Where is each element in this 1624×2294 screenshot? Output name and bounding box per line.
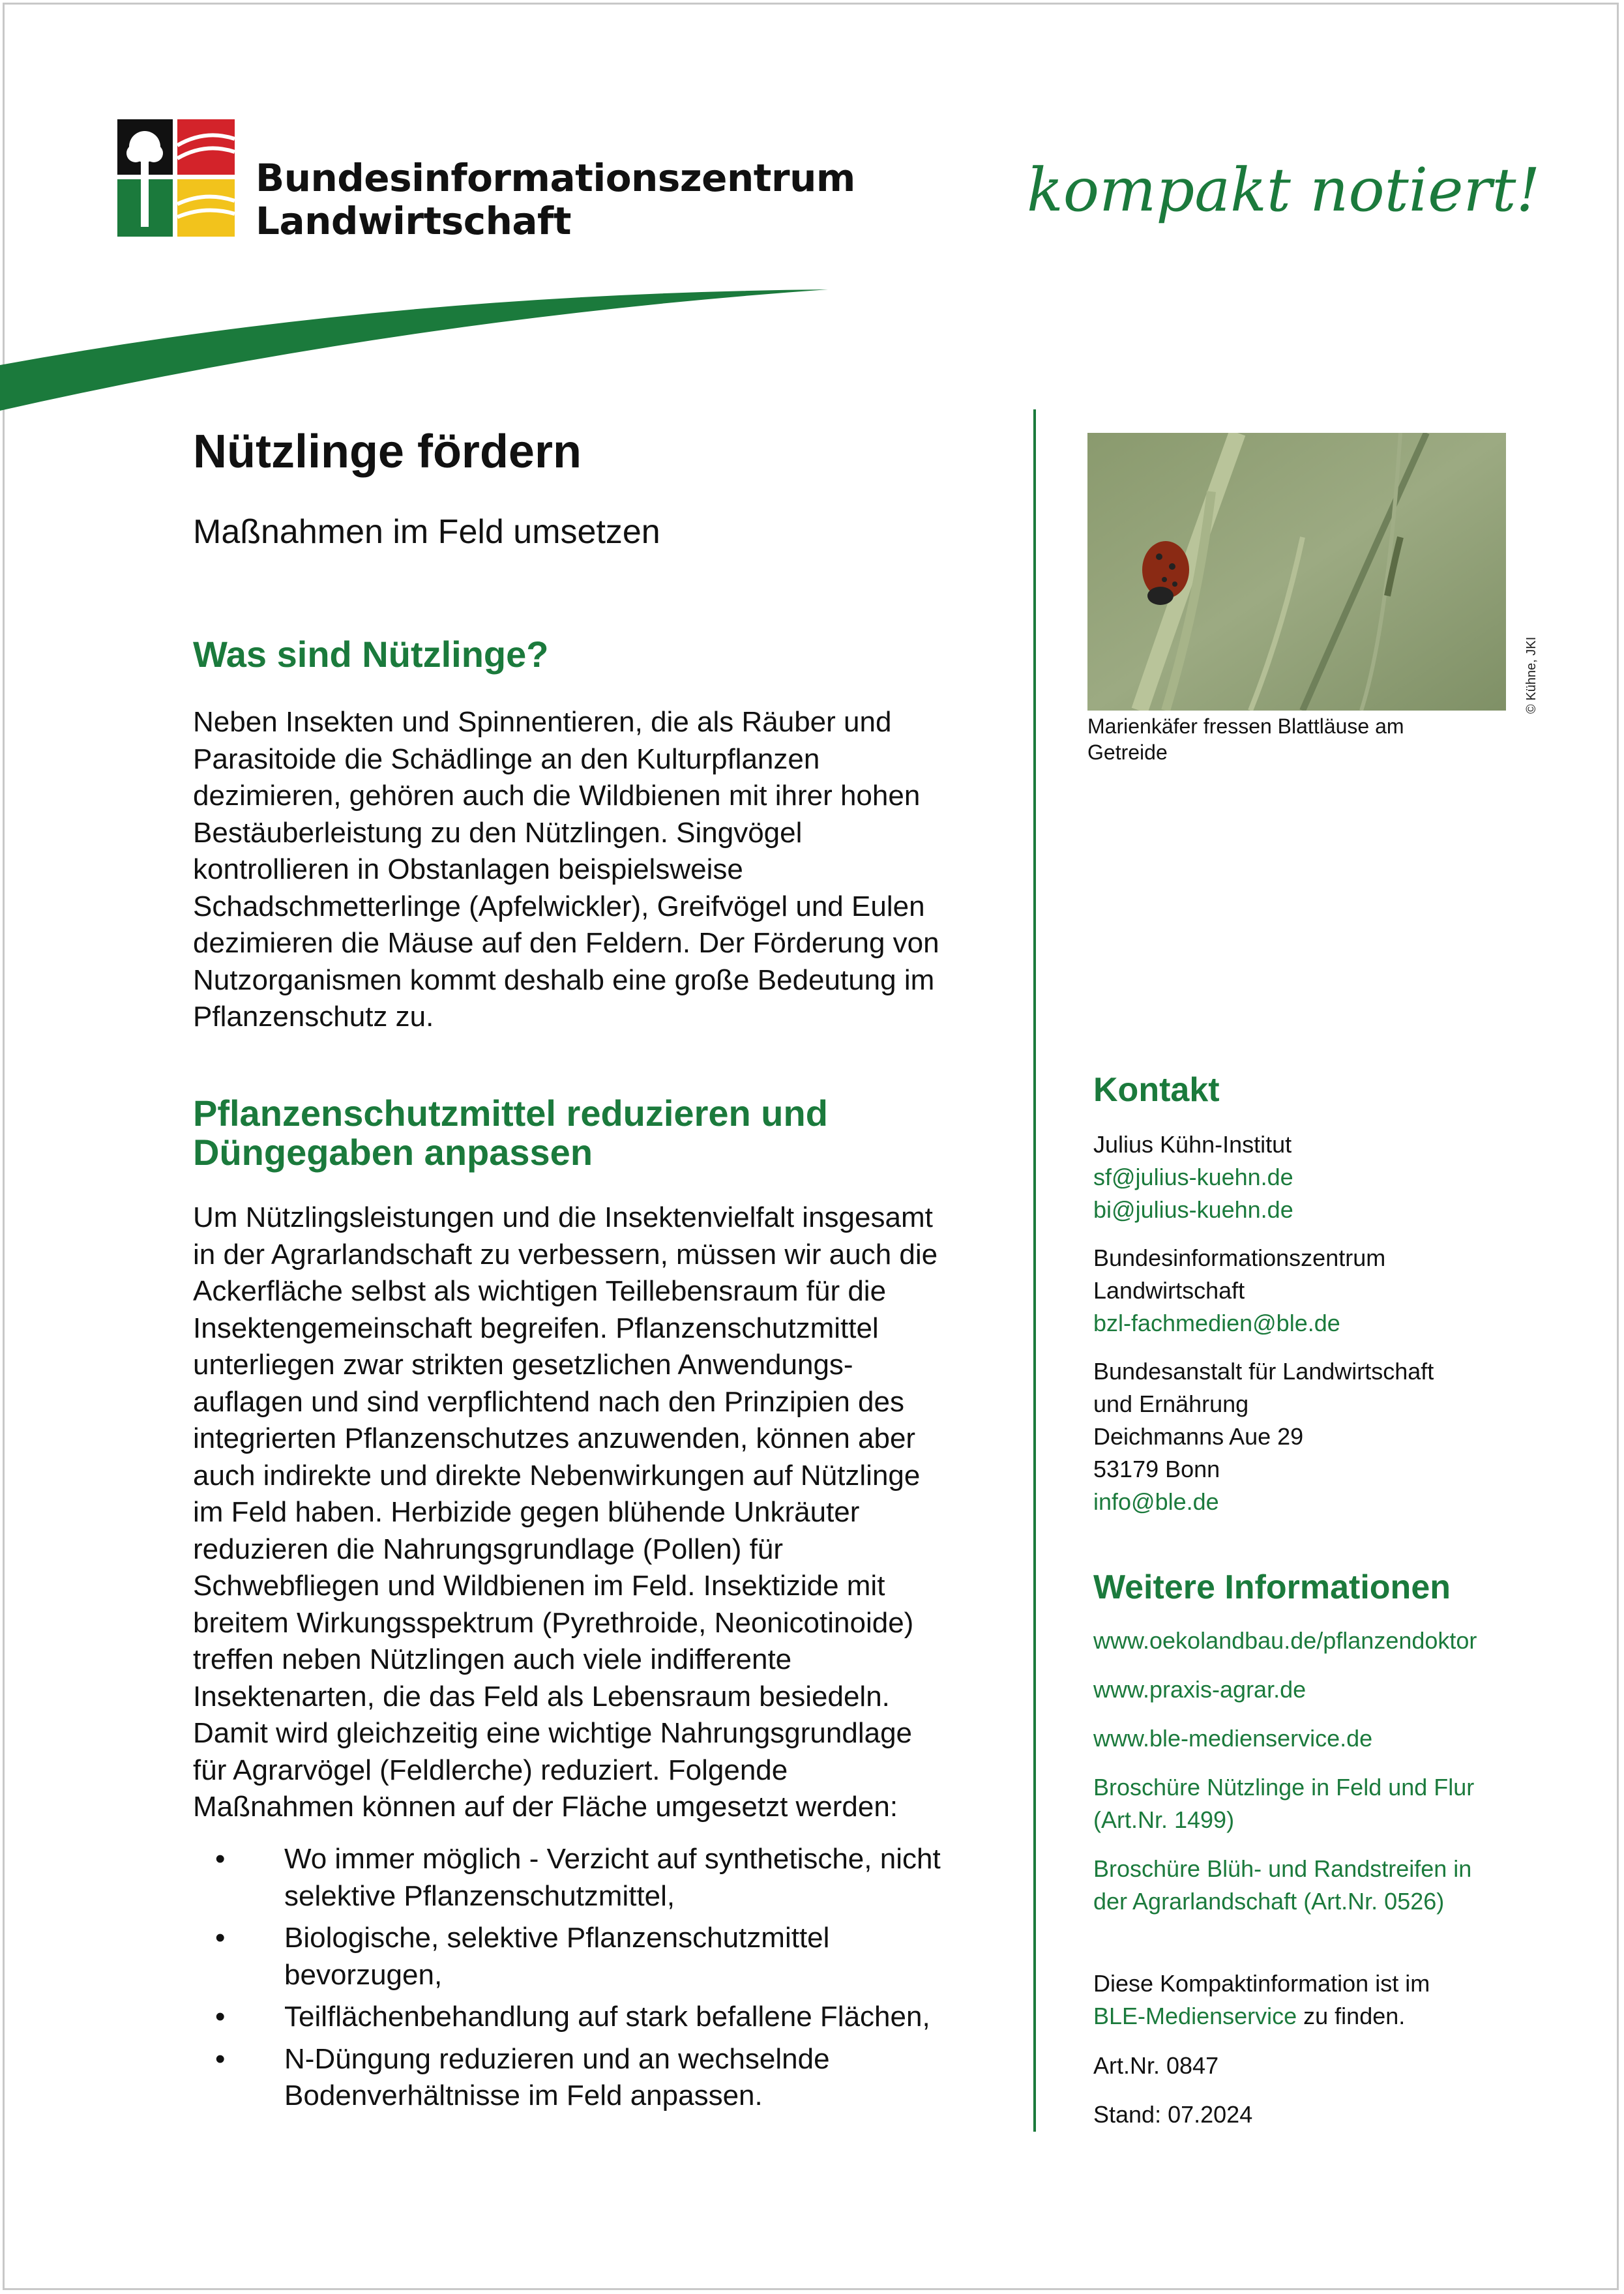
bullet-icon: • [215, 1843, 226, 1875]
text-line: für Agrarvögel (Feldlerche) reduziert. Folgende [193, 1754, 788, 1786]
ladybird-photo [1087, 433, 1506, 711]
text-line: Insektengemeinschaft begreifen. Pflanzenschutzmittel [193, 1312, 879, 1344]
section2-heading [193, 1094, 828, 1172]
kontakt-heading: Kontakt [1093, 1071, 1220, 1109]
link-ble-medienservice[interactable]: www.ble-medienservice.de [1093, 1725, 1373, 1752]
text-line: Ackerfläche selbst als wichtigen Teillebensraum für die [193, 1275, 887, 1307]
list-item-line: Wo immer möglich - Verzicht auf synthetische, nicht [284, 1843, 941, 1875]
text-line: auch indirekte und direkte Nebenwirkungen auf Nützlinge [193, 1459, 921, 1492]
org-name: Landwirtschaft [1093, 1277, 1245, 1304]
footer-info-rest: zu finden. [1297, 2003, 1406, 2029]
text-line: Pflanzenschutz zu. [193, 1001, 434, 1033]
list-item-line: Biologische, selektive Pflanzenschutzmittel [284, 1922, 830, 1954]
text-line: Maßnahmen können auf der Fläche umgesetzt werden: [193, 1791, 898, 1823]
section2-body [193, 1199, 1008, 1826]
text-line: im Feld haben. Herbizide gegen blühende Unkräuter [193, 1496, 860, 1528]
text-line: Um Nützlingsleistungen und die Insektenvielfalt insgesamt [193, 1201, 933, 1233]
footer-info-line [1093, 2000, 1430, 2033]
link-broschuere-bluehstreifen[interactable] [1093, 1853, 1471, 1918]
footer-info-line: Diese Kompaktinformation ist im [1093, 1970, 1430, 1997]
org-name: Bundesanstalt für Landwirtschaft [1093, 1358, 1434, 1385]
text-line: Schwebfliegen und Wildbienen im Feld. Insektizide mit [193, 1570, 885, 1602]
logo-line-2: Landwirtschaft [256, 199, 571, 243]
caption-line-1: Marienkäfer fressen Blattläuse am [1087, 714, 1404, 738]
measures-list [207, 1841, 1022, 2120]
slogan: kompakt notiert! [1027, 155, 1541, 225]
org-name: Julius Kühn-Institut [1093, 1131, 1292, 1158]
section2-heading-line-1: Pflanzenschutzmittel reduzieren und [193, 1093, 828, 1134]
list-item-line: bevorzugen, [284, 1958, 443, 1991]
section1-body [193, 704, 1008, 1036]
list-item [207, 1841, 1022, 1915]
kontakt-block [1093, 1128, 1434, 1518]
link-line: (Art.Nr. 1499) [1093, 1806, 1235, 1833]
column-divider [1033, 409, 1036, 2132]
weitere-heading: Weitere Informationen [1093, 1568, 1451, 1606]
caption-line-2: Getreide [1087, 741, 1168, 764]
section1-heading: Was sind Nützlinge? [193, 634, 549, 675]
section2-heading-line-2: Düngegaben anpassen [193, 1132, 593, 1173]
email-link[interactable]: bzl-fachmedien@ble.de [1093, 1310, 1340, 1336]
header-swoosh [0, 280, 834, 424]
text-line: Nutzorganismen kommt deshalb eine große Bedeutung im [193, 963, 935, 996]
bzl-logo-icon [117, 119, 235, 237]
address-city: 53179 Bonn [1093, 1456, 1220, 1482]
email-link[interactable]: info@ble.de [1093, 1488, 1219, 1515]
list-item-line: selektive Pflanzenschutzmittel, [284, 1879, 675, 1912]
link-broschuere-nuetzlinge[interactable] [1093, 1771, 1474, 1836]
list-item-line: Teilflächenbehandlung auf stark befallene Flächen, [284, 2001, 930, 2033]
bullet-icon: • [215, 1922, 226, 1954]
ble-medienservice-link[interactable]: BLE-Medienservice [1093, 2003, 1297, 2029]
list-item-line: Bodenverhältnisse im Feld anpassen. [284, 2080, 763, 2111]
link-line: Broschüre Blüh- und Randstreifen in [1093, 1855, 1472, 1882]
text-line: Parasitoide die Schädlinge an den Kulturpflanzen [193, 743, 820, 775]
link-line: Broschüre Nützlinge in Feld und Flur [1093, 1774, 1475, 1801]
bullet-icon: • [215, 2042, 226, 2075]
text-line: dezimieren, gehören auch die Wildbienen mit ihrer hohen [193, 780, 921, 812]
list-item [207, 2041, 1022, 2115]
email-link[interactable]: bi@julius-kuehn.de [1093, 1196, 1293, 1223]
logo-line-1: Bundesinformationszentrum [256, 156, 855, 200]
text-line: Schadschmetterlinge (Apfelwickler), Greifvögel und Eulen [193, 890, 925, 922]
logo-wordmark [256, 156, 855, 243]
org-name: Bundesinformationszentrum [1093, 1244, 1386, 1271]
text-line: kontrollieren in Obstanlagen beispielsweise [193, 853, 743, 885]
text-line: breitem Wirkungsspektrum (Pyrethroide, Neonicotinoide) [193, 1606, 914, 1639]
bullet-icon: • [215, 2001, 226, 2033]
text-line: dezimieren die Mäuse auf den Feldern. Der Förderung von [193, 927, 939, 959]
page-subtitle: Maßnahmen im Feld umsetzen [193, 513, 660, 551]
footer-info [1093, 1967, 1430, 2033]
text-line: Damit wird gleichzeitig eine wichtige Nahrungsgrundlage [193, 1717, 913, 1749]
org-name: und Ernährung [1093, 1390, 1249, 1417]
list-item [207, 1920, 1022, 1993]
list-item [207, 1999, 1022, 2036]
text-line: reduzieren die Nahrungsgrundlage (Pollen) für [193, 1533, 783, 1565]
photo-credit: © Kühne, JKI [1524, 636, 1539, 714]
status-date: Stand: 07.2024 [1093, 2101, 1253, 2128]
text-line: auflagen und sind verpflichtend nach den Prinzipien des [193, 1385, 904, 1418]
text-line: in der Agrarlandschaft zu verbessern, müssen wir auch die [193, 1238, 938, 1271]
page-title: Nützlinge fördern [193, 426, 582, 478]
link-praxis-agrar[interactable]: www.praxis-agrar.de [1093, 1676, 1307, 1703]
text-line: Neben Insekten und Spinnentieren, die als Räuber und [193, 706, 892, 738]
text-line: Insektenarten, die das Feld als Lebensraum besiedeln. [193, 1680, 890, 1713]
article-number: Art.Nr. 0847 [1093, 2052, 1219, 2079]
text-line: integrierten Pflanzenschutzes anzuwenden, können aber [193, 1422, 916, 1454]
list-item-line: N-Düngung reduzieren und an wechselnde [284, 2042, 830, 2075]
photo-caption [1087, 713, 1404, 765]
link-oekolandbau[interactable]: www.oekolandbau.de/pflanzendoktor [1093, 1627, 1477, 1654]
text-line: Bestäuberleistung zu den Nützlingen. Singvögel [193, 816, 803, 849]
email-link[interactable]: sf@julius-kuehn.de [1093, 1164, 1293, 1190]
text-line: unterliegen zwar strikten gesetzlichen Anwendungs- [193, 1349, 853, 1381]
link-line: der Agrarlandschaft (Art.Nr. 0526) [1093, 1888, 1445, 1915]
text-line: treffen neben Nützlingen auch viele indifferente [193, 1643, 792, 1675]
address-street: Deichmanns Aue 29 [1093, 1423, 1304, 1450]
